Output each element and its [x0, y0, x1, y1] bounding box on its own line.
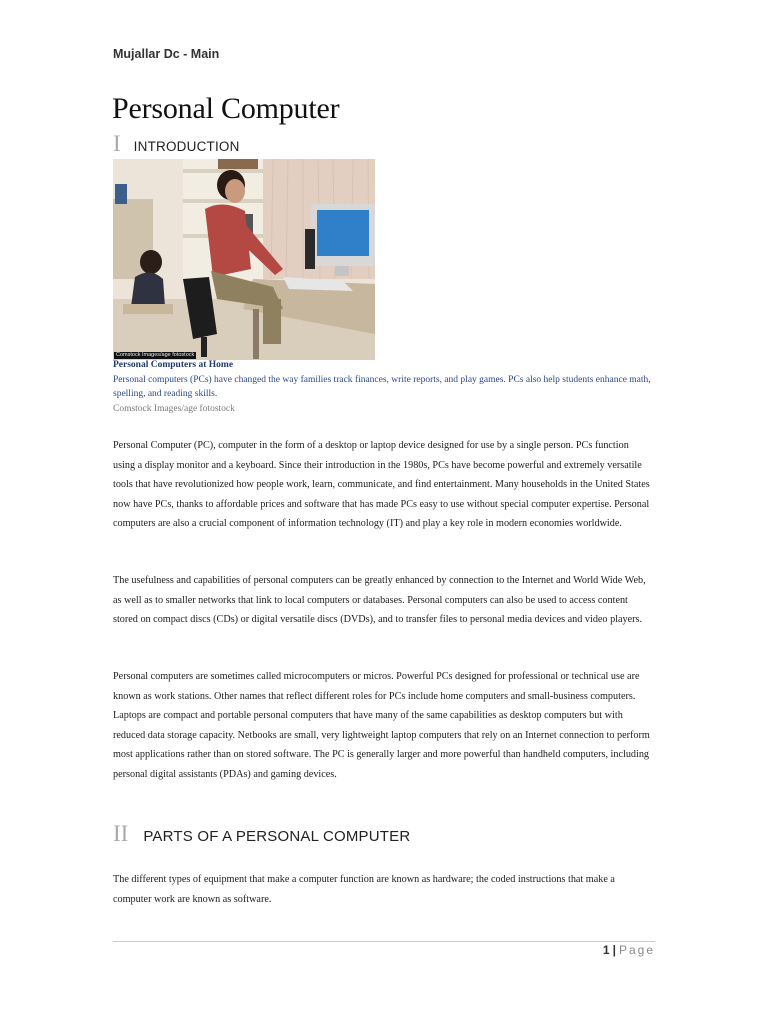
section-numeral: II — [113, 821, 129, 846]
body-paragraph: The usefulness and capabilities of personal computers can be greatly enhanced by connection to the Internet and World Wide Web, as well as to smaller networks that link to local computers or databases. Personal computers can also be used to access content stored on compact discs (CDs) or digital versatile discs (DVDs), and to transfer files to personal media devices and video players. — [113, 575, 646, 625]
section-title: INTRODUCTION — [133, 139, 240, 154]
section-heading-introduction — [113, 131, 240, 157]
page-label: Page — [618, 943, 655, 957]
figure-caption-credit: Comstock Images/age fotostock — [113, 404, 235, 414]
footer-separator: | — [612, 943, 616, 957]
footer-divider — [113, 941, 655, 942]
body-paragraph: Personal Computer (PC), computer in the form of a desktop or laptop device designed for use by a single person. PCs function using a display monitor and a keyboard. Since their introduction in the 1980s, PCs have become powerful and extremely versatile tools that have revolutionized how people work, learn, communicate, and find entertainment. Many households in the United States now have PCs, thanks to affordable prices and software that has made PCs easy to use without special computer expertise. Personal computers are also a crucial component of information technology (IT) and play a key role in modern economies worldwide. — [113, 440, 650, 529]
photo-credit-overlay: Comstock Images/age fotostock — [116, 352, 195, 358]
body-paragraph: Personal computers are sometimes called microcomputers or micros. Powerful PCs designed for professional or technical use are known as work stations. Other names that reflect different roles for PCs include home computers and small-business computers. Laptops are compact and portable personal computers that have many of the same capabilities as desktop computers but with reduced data storage capacity. Netbooks are small, very lightweight laptop computers that rely on an Internet connection to perform most applications rather than on stored software. The PC is generally larger and more powerful than handheld computers, including personal digital assistants (PDAs) and gaming devices. — [113, 671, 650, 780]
page-title: Personal Computer — [112, 92, 340, 125]
section-heading-parts — [113, 821, 410, 847]
body-paragraph: The different types of equipment that make a computer function are known as hardware; the coded instructions that make a computer work are known as software. — [113, 874, 615, 905]
page-footer — [603, 943, 655, 957]
document-header: Mujallar Dc - Main — [113, 47, 220, 61]
section-numeral: I — [113, 131, 121, 156]
section-title: PARTS OF A PERSONAL COMPUTER — [143, 828, 411, 845]
photo-illustration — [113, 159, 375, 360]
page-number: 1 — [602, 943, 610, 957]
figure-caption-text: Personal computers (PCs) have changed the way families track finances, write reports, and play games. PCs also help students enhance math, spelling, and reading skills. — [113, 375, 651, 399]
figure-caption-title: Personal Computers at Home — [113, 360, 234, 370]
figure-photo — [113, 159, 375, 360]
